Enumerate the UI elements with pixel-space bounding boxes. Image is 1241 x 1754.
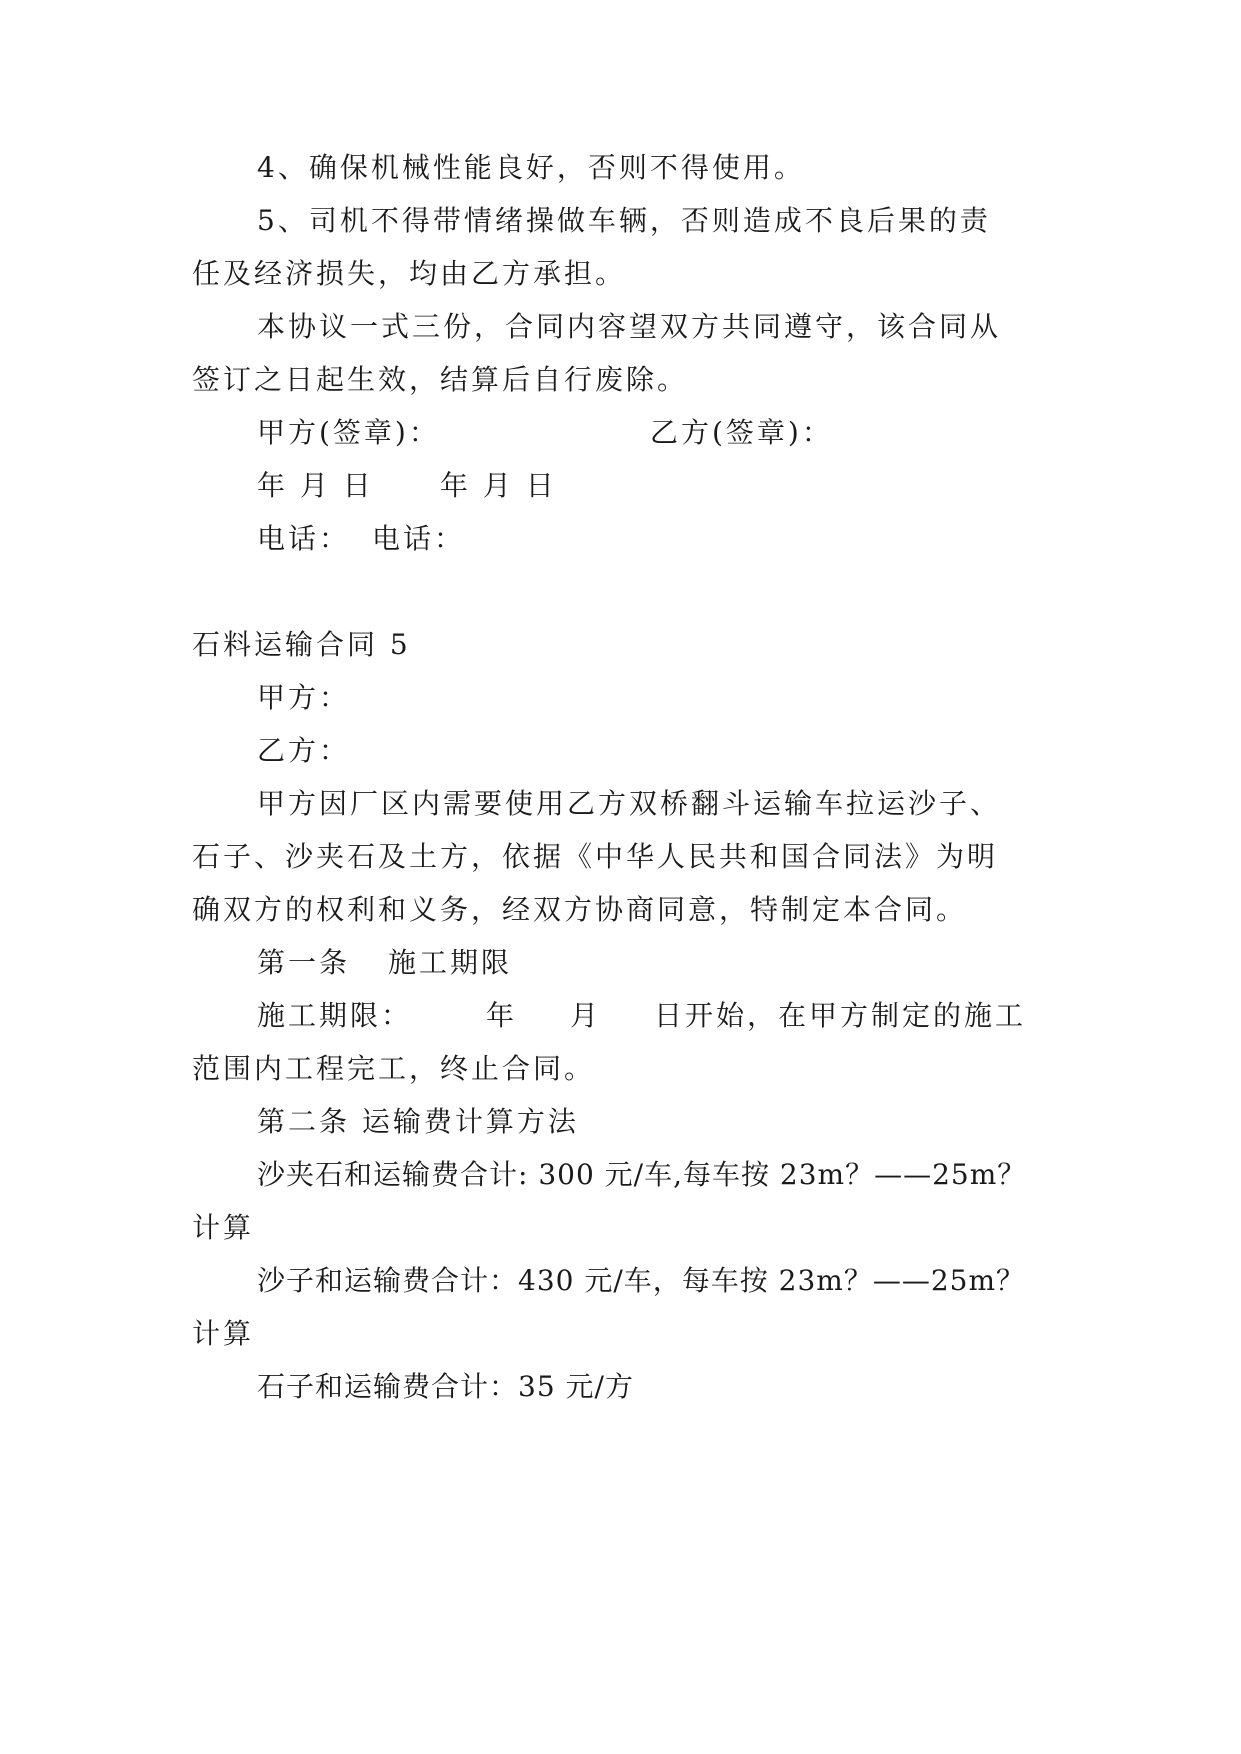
party-a-signature-label: 甲方(签章)： xyxy=(257,416,440,449)
article-1-heading: 施工期限 xyxy=(388,946,513,979)
agreement-copies-line-1: 本协议一式三份，合同内容望双方共同遵守，该合同从 xyxy=(257,310,1002,343)
construction-period-year: 年 xyxy=(486,999,518,1032)
preamble-line-1: 甲方因厂区内需要使用乙方双桥翻斗运输车拉运沙子、 xyxy=(257,787,1002,820)
party-a-label: 甲方： xyxy=(257,681,351,714)
clause-5-line-2: 任及经济损失，均由乙方承担。 xyxy=(192,257,627,290)
party-b-label: 乙方： xyxy=(257,734,351,767)
stone-fee-line: 石子和运输费合计：35 元/方 xyxy=(257,1370,634,1403)
party-b-date: 年 月 日 xyxy=(440,469,557,502)
article-1-number: 第一条 xyxy=(257,946,351,979)
sand-fee-line: 沙子和运输费合计：430 元/车，每车按 23m？——25m？ xyxy=(257,1264,1026,1297)
contract-5-title: 石料运输合同 5 xyxy=(192,628,411,661)
party-b-signature-label: 乙方(签章)： xyxy=(650,416,833,449)
construction-period-label: 施工期限： xyxy=(257,999,413,1032)
party-a-date: 年 月 日 xyxy=(257,469,374,502)
construction-period-end: 范围内工程完工，终止合同。 xyxy=(192,1052,596,1085)
party-a-phone-label: 电话： xyxy=(257,522,351,555)
construction-period-month: 月 xyxy=(570,999,602,1032)
gravel-mix-fee-line: 沙夹石和运输费合计: 300 元/车,每车按 23m？——25m？ xyxy=(257,1158,1027,1191)
sand-fee-calc: 计算 xyxy=(192,1317,255,1350)
preamble-line-3: 确双方的权利和义务，经双方协商同意，特制定本合同。 xyxy=(192,893,968,926)
construction-period-start: 日开始，在甲方制定的施工 xyxy=(654,999,1027,1032)
article-2-heading: 第二条 运输费计算方法 xyxy=(257,1105,579,1138)
agreement-copies-line-2: 签订之日起生效，结算后自行废除。 xyxy=(192,363,689,396)
gravel-mix-fee-calc: 计算 xyxy=(192,1211,255,1244)
preamble-line-2: 石子、沙夹石及土方，依据《中华人民共和国合同法》为明 xyxy=(192,840,999,873)
party-b-phone-label: 电话： xyxy=(372,522,466,555)
clause-4-line: 4、确保机械性能良好，否则不得使用。 xyxy=(257,151,805,184)
clause-5-line-1: 5、司机不得带情绪操做车辆，否则造成不良后果的责 xyxy=(257,204,991,237)
